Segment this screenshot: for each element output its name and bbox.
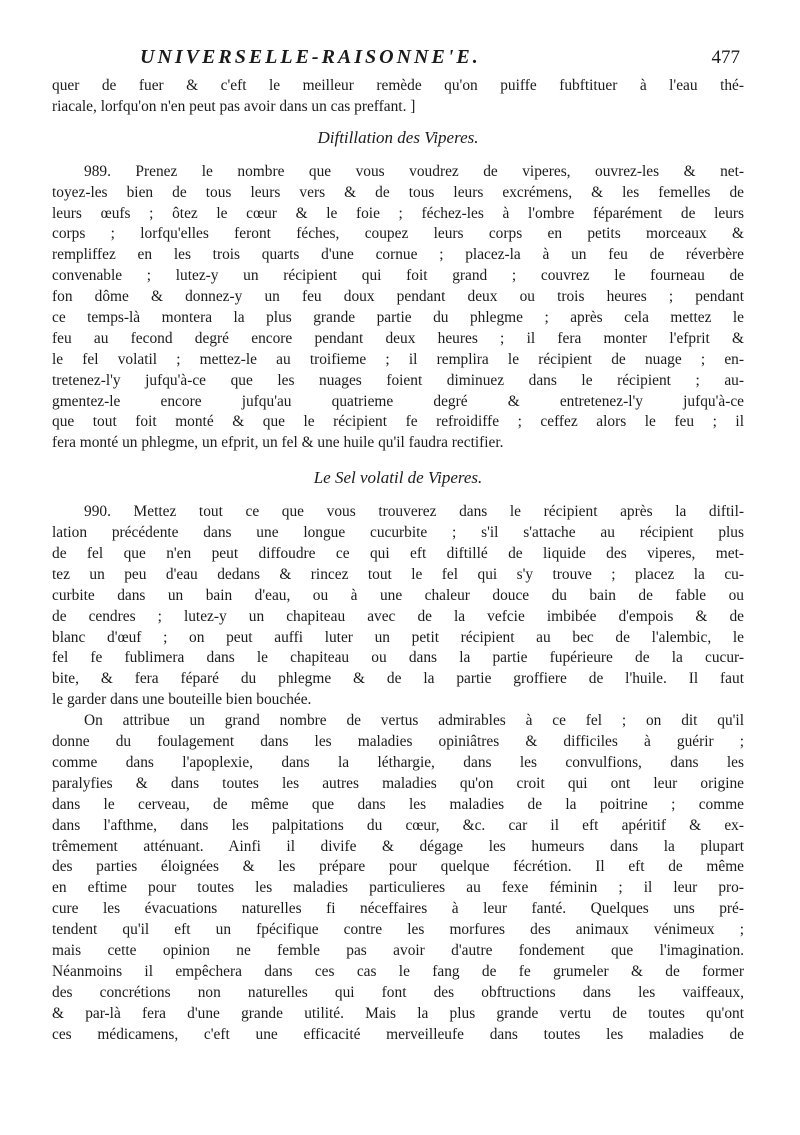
text-line: des concrétions non naturelles qui font des obftructions dans les vaiffeaux, [52,983,744,1001]
text-line: leurs œufs ; ôtez le cœur & le foie ; féchez-les à l'ombre féparément de leurs [52,204,744,222]
text-line: en eftime pour toutes les maladies particulieres au fexe féminin ; il leur pro- [52,879,744,897]
text-line: donne du foulagement dans les maladies opiniâtres & difficiles à guérir ; [52,733,744,751]
text-line: ces médicamens, c'eft une efficacité merveilleufe dans toutes les maladies de [52,1025,744,1043]
text-line: rempliffez en les trois quarts d'une cornue ; placez-la à un feu de réverbère [52,246,744,264]
text-line: Néanmoins il empêchera dans ces cas le fang de fe grumeler & de former [52,962,744,980]
text-line: On attribue un grand nombre de vertus admirables à ce fel ; on dit qu'il [84,712,744,730]
paragraph-989 [52,162,744,454]
text-line: paralyfies & dans toutes les autres maladies qu'on croit qui ont leur origine [52,774,744,792]
intro-paragraph [52,76,744,118]
text-line: quer de fuer & c'eft le meilleur remède qu'on puiffe fubftituer à l'eau thé- [52,77,744,94]
text-line: gmentez-le encore jufqu'au quatrieme degré & entretenez-l'y jufqu'à-ce [52,392,744,410]
text-line: lation précédente dans une longue cucurbite ; s'il s'attache au récipient plus [52,524,744,542]
text-line: des parties éloignées & les prépare pour quelque fécrétion. Il eft de même [52,858,744,876]
page-header [140,46,740,78]
text-line: tez un peu d'eau dedans & rincez tout le fel qui s'y trouve ; placez la cu- [52,565,744,583]
text-line: de cendres ; lutez-y un chapiteau avec de la vefcie imbibée d'empois & de [52,607,744,625]
text-line: feu au fecond degré encore pendant deux heures ; il fera monter l'efprit & [52,329,744,347]
text-line: tendent qu'il eft un fpécifique contre les morfures des animaux vénimeux ; [52,921,744,939]
text-line: curbite dans un bain d'eau, ou à une chaleur douce du bain de fable ou [52,586,744,604]
text-line: tretenez-l'y jufqu'à-ce que les nuages foient diminuez dans le récipient ; au- [52,371,744,389]
text-line: dans le cerveau, de même que dans les maladies de la poitrine ; comme [52,795,744,813]
text-line: toyez-les bien de tous leurs vers & de tous leurs excrémens, & les femelles de [52,183,744,201]
text-line: de fel que n'en peut diffoudre ce qui eft diftillé de liquide des viperes, met- [52,545,744,563]
text-line: dans l'afthme, dans les palpitations du cœur, &c. car il eft apéritif & ex- [52,816,744,834]
text-line: le garder dans une bouteille bien bouchée. [52,691,312,709]
section-title-distillation: Diftillation des Viperes. [317,127,479,147]
text-line: que tout foit monté & que le récipient fe refroidiffe ; ceffez alors le feu ; il [52,413,744,431]
text-line: trêmement atténuant. Ainfi il divife & dégage les humeurs dans la plupart [52,837,744,855]
text-line: mais cette opinion ne femble pas avoir d'autre fondement que l'imagination. [52,941,744,959]
text-line: fon dôme & donnez-y un feu doux pendant deux ou trois heures ; pendant [52,288,744,306]
text-line: blanc d'œuf ; on peut auffi luter un petit récipient au bec de l'alembic, le [52,628,744,646]
text-line: 990. Mettez tout ce que vous trouverez dans le récipient après la diftil- [84,503,744,521]
text-line: fera monté un phlegme, un efprit, un fel & une huile qu'il faudra rectifier. [52,434,504,452]
text-line: convenable ; lutez-y un récipient qui foit grand ; couvrez le fourneau de [52,267,744,285]
running-head: UNIVERSELLE-RAISONNE'E. [140,46,481,68]
section-title-volatile-salt: Le Sel volatil de Viperes. [313,468,483,488]
text-line: cure les évacuations naturelles fi néceffaires à leur fanté. Quelques uns pré- [52,900,744,918]
text-line: ce temps-là montera la plus grande partie du phlegme ; après cela mettez le [52,309,744,327]
page-number: 477 [711,47,740,68]
text-line: bite, & fera féparé du phlegme & de la partie groffiere de l'huile. Il faut [52,670,744,688]
paragraph-990 [52,502,744,711]
text-line: le fel volatil ; mettez-le au troifieme ; il remplira le récipient de nuage ; en- [52,350,744,368]
text-line: riacale, lorfqu'on n'en peut pas avoir dans un cas preffant. ] [52,97,416,115]
paragraph-virtues [52,711,744,1045]
text-line: corps ; lorfqu'elles feront féches, coupez leurs corps en petits morceaux & [52,225,744,243]
text-line: 989. Prenez le nombre que vous voudrez de viperes, ouvrez-les & net- [84,162,744,180]
text-line: & par-là fera d'une grande utilité. Mais la plus grande vertu de toutes qu'ont [52,1004,744,1022]
text-line: comme dans l'apoplexie, dans la léthargie, dans les convulfions, dans les [52,753,744,771]
page-body [52,76,744,1045]
text-line: fel fe fublimera dans le chapiteau ou dans la partie fupérieure de la cucur- [52,649,744,667]
